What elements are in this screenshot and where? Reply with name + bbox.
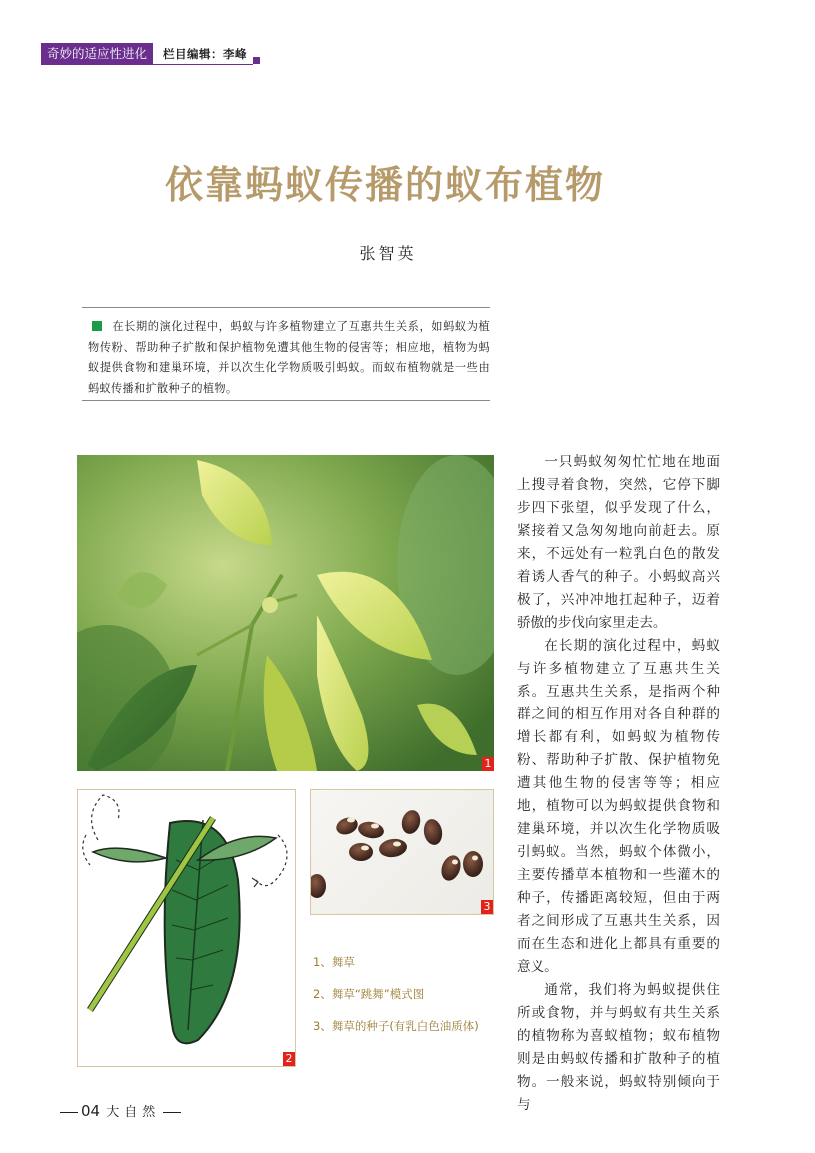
abstract-text: 在长期的演化过程中，蚂蚁与许多植物建立了互惠共生关系，如蚂蚁为植物传粉、帮助种子扩散和保护植物免遭其他生物的侵害等；相应地，植物为蚂蚁提供食物和建巢环境，并以次生化学物质吸引蚂蚁。而蚁布植物就是一些由蚂蚁传播和扩散种子的植物。 <box>88 320 490 395</box>
figure-1-plant-photo <box>77 455 494 771</box>
figure-3-number-badge: 3 <box>481 900 493 914</box>
column-editor: 栏目编辑：李峰 <box>163 47 247 61</box>
article-title: 依靠蚂蚁传播的蚁布植物 <box>164 163 605 207</box>
caption-2: 2、舞草“跳舞”模式图 <box>313 987 425 1001</box>
header-rule <box>153 64 253 65</box>
page-footer <box>60 1101 181 1120</box>
header-square-ornament <box>253 57 260 64</box>
abstract-paragraph <box>88 317 490 399</box>
figure-1-number-badge: 1 <box>482 757 494 771</box>
body-text-column <box>517 451 720 1117</box>
column-tag: 奇妙的适应性进化 <box>41 43 153 65</box>
plant-photo-illustration <box>77 455 494 771</box>
footer-dash-left <box>60 1112 78 1113</box>
page-number: 04 <box>81 1102 101 1120</box>
abstract-box <box>82 307 490 401</box>
figure-2-number-badge: 2 <box>283 1052 295 1066</box>
dance-pattern-illustration <box>78 790 295 1066</box>
body-paragraph-1: 一只蚂蚁匆匆忙忙地在地面上搜寻着食物，突然，它停下脚步四下张望，似乎发现了什么，紧接着又急匆匆地向前赶去。原来，不远处有一粒乳白色的散发着诱人香气的种子。小蚂蚁高兴极了，兴冲冲地扛起种子，迈着骄傲的步伐向家里走去。 <box>517 454 720 631</box>
caption-1: 1、舞草 <box>313 955 355 969</box>
magazine-name: 大自然 <box>106 1105 161 1120</box>
caption-3: 3、舞草的种子(有乳白色油质体) <box>313 1019 479 1033</box>
bullet-square-icon <box>92 321 102 331</box>
figure-2-dance-diagram <box>77 789 296 1067</box>
article-author: 张智英 <box>359 244 417 263</box>
body-paragraph-3: 通常，我们将为蚂蚁提供住所或食物，并与蚂蚁有共生关系的植物称为喜蚁植物；蚁布植物则是由蚂蚁传播和扩散种子的植物。一般来说，蚂蚁特别倾向于与 <box>517 981 720 1113</box>
seeds-photo-illustration <box>311 790 493 914</box>
figure-3-seeds-photo <box>310 789 494 915</box>
figure-captions <box>313 954 503 1050</box>
footer-dash-right <box>163 1112 181 1113</box>
body-paragraph-2: 在长期的演化过程中，蚂蚁与许多植物建立了互惠共生关系。互惠共生关系，是指两个种群之间的相互作用对各自种群的增长都有利，如蚂蚁为植物传粉、帮助种子扩散、保护植物免遭其他生物的侵害等等；相应地，植物可以为蚂蚁提供食物和建巢环境，并以次生化学物质吸引蚂蚁。当然，蚂蚁个体微小，主要传播草本植物和一些灌木的种子，传播距离较短，但由于两者之间形成了互惠共生关系，因而在生态和进化上都具有重要的意义。 <box>517 637 720 975</box>
